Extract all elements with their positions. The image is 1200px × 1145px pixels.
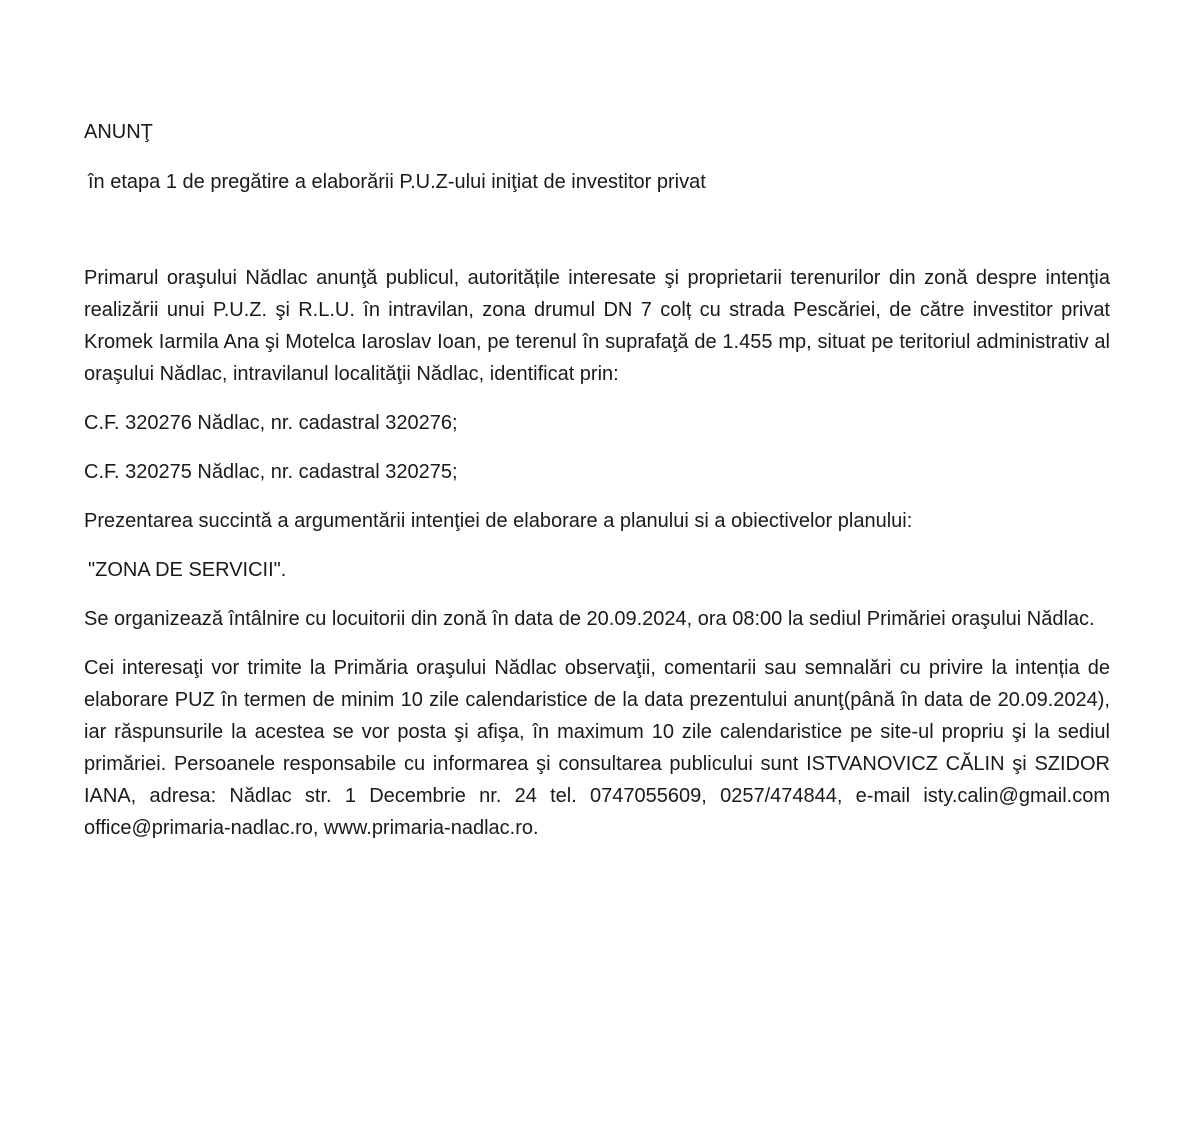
paragraph-cf-1: C.F. 320276 Nădlac, nr. cadastral 320276; [84, 412, 458, 434]
document-body [84, 262, 1110, 844]
paragraph-cf-2: C.F. 320275 Nădlac, nr. cadastral 320275; [84, 461, 458, 483]
paragraph-presentation: Prezentarea succintă a argumentării intenţiei de elaborare a planului si a obiectivelor planului: [84, 510, 913, 532]
announcement-document [84, 116, 1110, 861]
paragraph-contact: Cei interesaţi vor trimite la Primăria oraşului Nădlac observaţii, comentarii sau semnalări cu privire la intenția de elaborare PUZ în termen de minim 10 zile calendaristice de la data prezentului anunţ(până în data de 20.09.2024), iar răspunsurile la acestea se vor posta şi afişa, în maximum 10 zile calendaristice pe site-ul propriu şi la sediul primăriei. Persoanele responsabile cu informarea şi consultarea publicului sunt ISTVANOVICZ CĂLIN şi SZIDOR IANA, adresa: Nădlac str. 1 Decembrie nr. 24 tel. 0747055609, 0257/474844, e-mail isty.calin@gmail.com office@primaria-nadlac.ro, www.primaria-nadlac.ro. [84, 657, 1110, 839]
paragraph-zone-name: "ZONA DE SERVICII". [88, 559, 287, 581]
document-title: ANUNŢ [84, 121, 153, 143]
document-subtitle: în etapa 1 de pregătire a elaborării P.U.Z-ului iniţiat de investitor privat [88, 171, 706, 193]
paragraph-meeting: Se organizează întâlnire cu locuitorii din zonă în data de 20.09.2024, ora 08:00 la sediul Primăriei oraşului Nădlac. [84, 608, 1095, 630]
paragraph-intro: Primarul oraşului Nădlac anunţă publicul, autoritățile interesate şi proprietarii terenurilor din zonă despre intenţia realizării unui P.U.Z. şi R.L.U. în intravilan, zona drumul DN 7 colț cu strada Pescăriei, de către investitor privat Kromek Iarmila Ana şi Motelca Iaroslav Ioan, pe terenul în suprafaţă de 1.455 mp, situat pe teritoriul administrativ al oraşului Nădlac, intravilanul localităţii Nădlac, identificat prin: [84, 267, 1110, 385]
